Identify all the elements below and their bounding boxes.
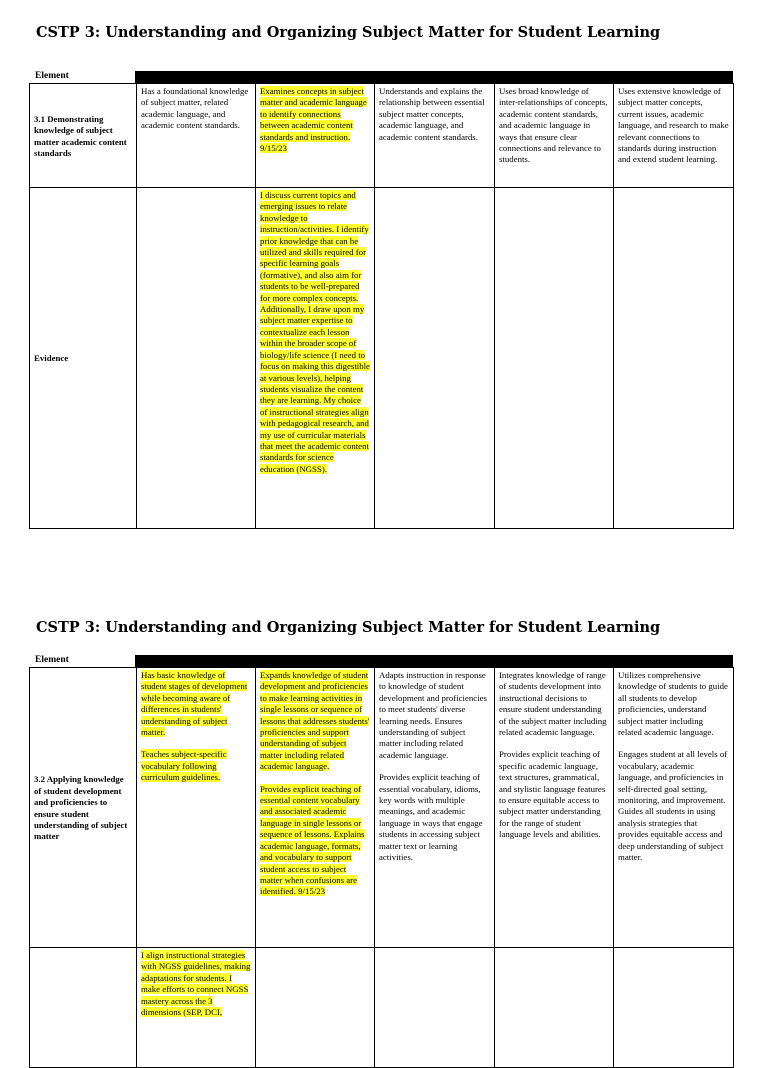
level-text: Utilizes comprehensive knowledge of students to guide all students to develop proficiencies, understand subject matter including related academic language.: [618, 670, 728, 738]
standard-row: [30, 84, 734, 188]
evidence-cell-2: [256, 948, 375, 1068]
level-text: Engages student at all levels of vocabulary, academic language, and proficiencies in self-directed goal setting, monitoring, and improvement. Guides all students in using analysis strategies that provides equitable access and deep understanding of subject matter.: [618, 749, 728, 863]
level-innovating: Uses extensive knowledge of subject matter concepts, current issues, academic language, and research to make relevant connections to standards during instruction and extend student learning.: [614, 84, 734, 188]
standard-label: 3.2 Applying knowledge of student development and proficiencies to ensure student understanding of subject matter: [30, 668, 137, 948]
level-emerging: Has a foundational knowledge of subject matter, related academic language, and academic content standards.: [137, 84, 256, 188]
standard-label: 3.1 Demonstrating knowledge of subject matter academic content standards: [30, 84, 137, 188]
highlighted-text: Expands knowledge of student development and proficiencies to make learning activities in single lessons or sequence of lessons that addresses students' proficiencies and support understanding of subject matter including related academic language.: [260, 670, 370, 772]
header-bar: [135, 71, 733, 83]
level-exploring: [256, 84, 375, 188]
evidence-cell-3: [375, 948, 495, 1068]
rubric-section-3-1: [29, 71, 733, 531]
evidence-cell-5: [614, 188, 734, 529]
rubric-table-3-1: [29, 83, 734, 529]
evidence-cell-1: [137, 188, 256, 529]
page-title-2: CSTP 3: Understanding and Organizing Subject Matter for Student Learning: [36, 619, 661, 636]
evidence-text: I align instructional strategies with NGSS guidelines, making adaptations for students. I make efforts to connect NGSS mastery across the 3 dimensions (SEP, DCI,: [141, 950, 251, 1018]
element-label: Element: [35, 655, 69, 665]
rubric-table-3-2: [29, 667, 734, 1068]
evidence-label: Evidence: [30, 188, 137, 529]
level-text: Provides explicit teaching of specific academic language, text structures, grammatical, and stylistic language features to ensure equitable access to subject matter understanding for the range of student language levels and abilities.: [499, 749, 606, 840]
highlighted-text: Teaches subject-specific vocabulary following curriculum guidelines.: [141, 749, 227, 783]
evidence-cell-1: [137, 948, 256, 1068]
level-exploring: [256, 668, 375, 948]
evidence-cell-2: [256, 188, 375, 529]
highlighted-text: Examines concepts in subject matter and academic language to identify connections between academic content standards and instruction. 9/15/23: [260, 86, 367, 154]
level-text: Integrates knowledge of range of students development into instructional decisions to ensure student understanding of the subject matter including related academic language.: [499, 670, 607, 738]
level-applying: Understands and explains the relationship between essential subject matter concepts, academic language, and academic content standards.: [375, 84, 495, 188]
evidence-row: [30, 188, 734, 529]
level-text: Provides explicit teaching of essential vocabulary, idioms, key words with multiple meanings, and academic language in ways that engage students in accessing subject matter text or learning activities.: [379, 772, 483, 863]
header-bar: [135, 655, 733, 667]
page-title: CSTP 3: Understanding and Organizing Subject Matter for Student Learning: [36, 24, 661, 41]
level-text: Adapts instruction in response to knowledge of student development and proficiencies to meet students' diverse learning needs. Ensures understanding of subject matter including related academic language.: [379, 670, 487, 760]
evidence-cell-4: [495, 948, 614, 1068]
element-label: Element: [35, 71, 69, 81]
level-integrating: [495, 668, 614, 948]
evidence-cell-3: [375, 188, 495, 529]
evidence-cell-4: [495, 188, 614, 529]
evidence-label-cell: [30, 948, 137, 1068]
evidence-row: [30, 948, 734, 1068]
level-emerging: [137, 668, 256, 948]
highlighted-text: Has basic knowledge of student stages of development while becoming aware of differences in students' understanding of subject matter.: [141, 670, 248, 738]
highlighted-text: Provides explicit teaching of essential content vocabulary and associated academic language in single lessons or sequence of lessons. Explains academic language, formats, and vocabulary to support student access to subject matter when confusions are identified. 9/15/23: [260, 783, 365, 897]
level-integrating: Uses broad knowledge of inter-relationships of concepts, academic content standards, and academic language in ways that ensure clear connections and relevance to students.: [495, 84, 614, 188]
evidence-cell-5: [614, 948, 734, 1068]
evidence-text: I discuss current topics and emerging issues to relate knowledge to instruction/activities. I identify prior knowledge that can be utilized and skills required for specific learning goals (formative), and also aim for students to be well-prepared for more complex concepts. Additionally, I draw upon my subject matter expertise to contextualize each lesson within the broader scope of biology/life science (I need to focus on making this digestible at various levels), helping students visualize the content they are learning. My choice of instructional strategies align with pedagogical research, and my use of curricular materials that meet the academic content standards for science education (NGSS).: [260, 190, 370, 474]
level-applying: [375, 668, 495, 948]
rubric-section-3-2: [29, 655, 733, 1024]
standard-row: [30, 668, 734, 948]
level-innovating: [614, 668, 734, 948]
